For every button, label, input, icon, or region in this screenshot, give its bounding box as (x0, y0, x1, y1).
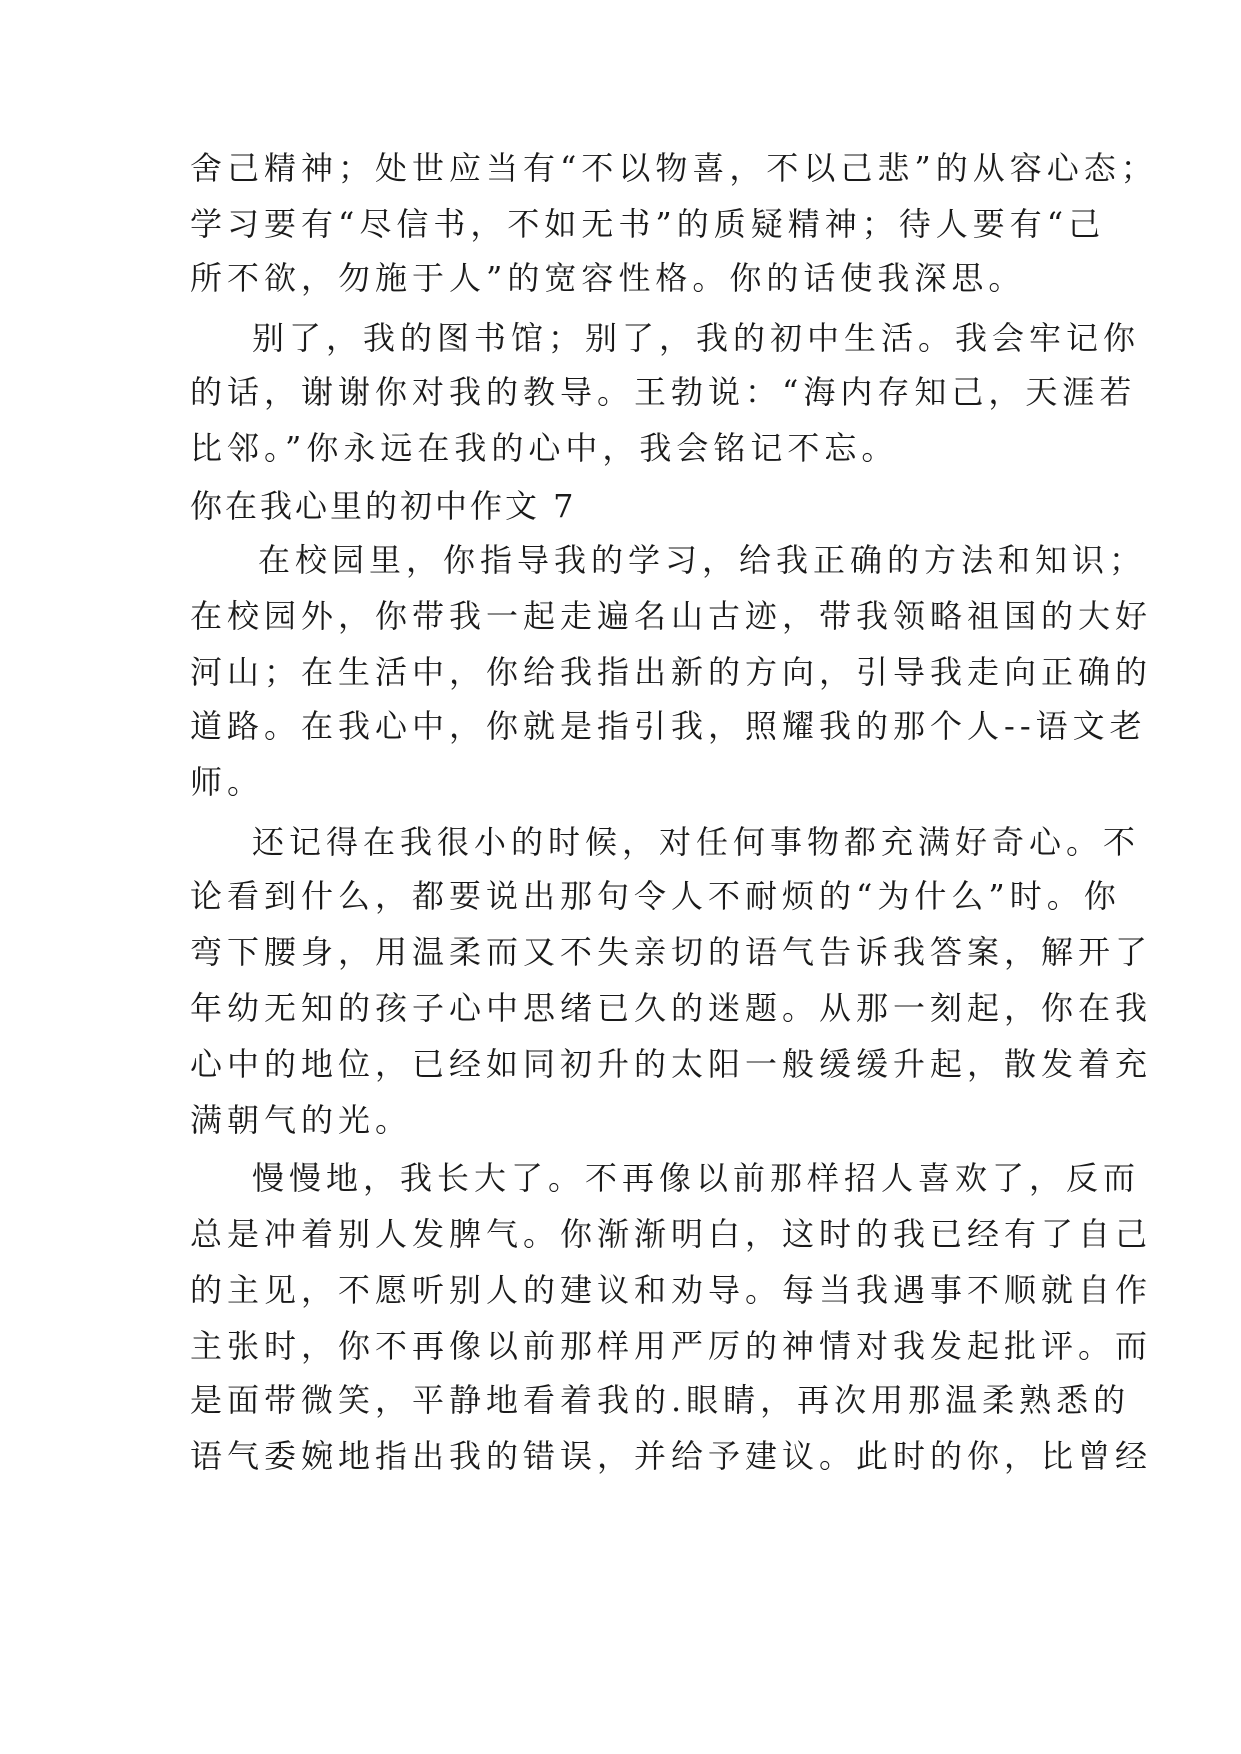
text-line: 论看到什么，都要说出那句令人不耐烦的“为什么”时。你 (190, 877, 1121, 915)
paragraph-first-line: 慢慢地，我长大了。不再像以前那样招人喜欢了，反而 (252, 1159, 1141, 1197)
paragraph-first-line: 在校园里，你指导我的学习，给我正确的方法和知识； (258, 541, 1147, 579)
paragraph-first-line: 别了，我的图书馆；别了，我的初中生活。我会牢记你 (252, 319, 1141, 357)
text-line: 所不欲，勿施于人”的宽容性格。你的话使我深思。 (190, 259, 1026, 297)
text-line: 在校园外，你带我一起走遍名山古迹，带我领略祖国的大好 (190, 597, 1153, 635)
text-line: 的主见，不愿听别人的建议和劝导。每当我遇事不顺就自作 (190, 1271, 1153, 1309)
text-line: 是面带微笑，平静地看着我的.眼睛，再次用那温柔熟悉的 (190, 1381, 1131, 1419)
text-line: 道路。在我心中，你就是指引我，照耀我的那个人--语文老 (190, 707, 1147, 745)
text-line: 学习要有“尽信书，不如无书”的质疑精神；待人要有“己 (190, 205, 1106, 243)
text-line: 河山；在生活中，你给我指出新的方向，引导我走向正确的 (190, 653, 1153, 691)
text-line: 心中的地位，已经如同初升的太阳一般缓缓升起，散发着充 (190, 1045, 1153, 1083)
text-line: 总是冲着别人发脾气。你渐渐明白，这时的我已经有了自己 (190, 1215, 1153, 1253)
text-line: 年幼无知的孩子心中思绪已久的迷题。从那一刻起，你在我 (190, 989, 1153, 1027)
text-line: 主张时，你不再像以前那样用严厉的神情对我发起批评。而 (190, 1327, 1153, 1365)
text-line: 弯下腰身，用温柔而又不失亲切的语气告诉我答案，解开了 (190, 933, 1153, 971)
section-heading: 你在我心里的初中作文 7 (190, 487, 577, 525)
text-line: 满朝气的光。 (190, 1101, 413, 1139)
text-line: 舍己精神；处世应当有“不以物喜，不以己悲”的从容心态； (190, 149, 1158, 187)
text-line: 比邻。”你永远在我的心中，我会铭记不忘。 (190, 429, 899, 467)
paragraph-first-line: 还记得在我很小的时候，对任何事物都充满好奇心。不 (252, 823, 1141, 861)
text-line: 的话，谢谢你对我的教导。王勃说：“海内存知己，天涯若 (190, 373, 1137, 411)
text-line: 师。 (190, 763, 265, 801)
text-line: 语气委婉地指出我的错误，并给予建议。此时的你，比曾经 (190, 1437, 1153, 1475)
